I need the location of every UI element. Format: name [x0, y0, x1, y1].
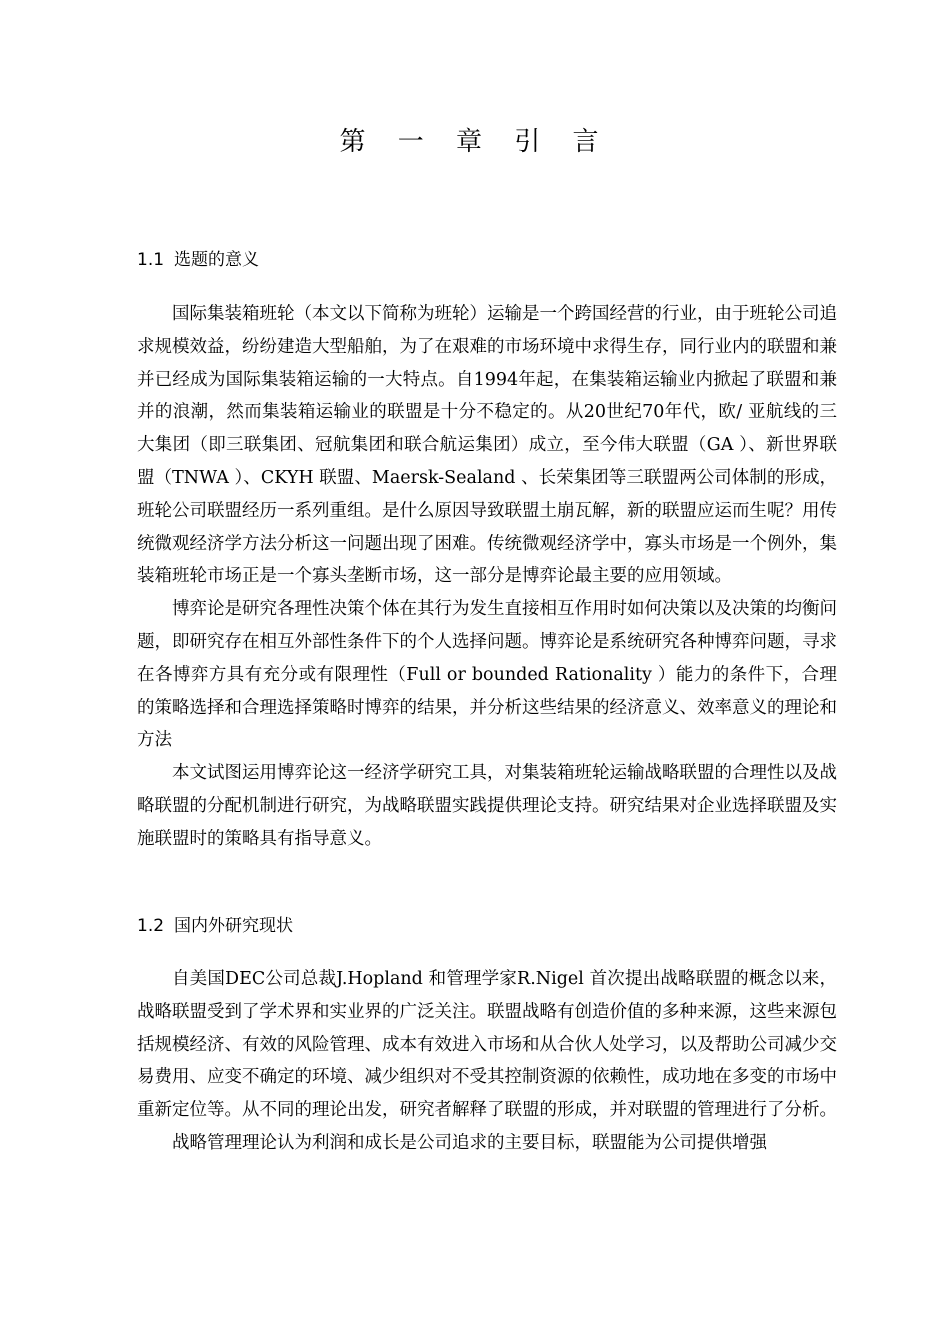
paragraph: 自美国DEC公司总裁J.Hopland 和管理学家R.Nigel 首次提出战略联盟的概念以来，战略联盟受到了学术界和实业界的广泛关注。联盟战略有创造价值的多种来源，这些来源包括规模经济、有效的风险管理、成本有效进入市场和从合伙人处学习，以及帮助公司减少交易费用、应变不确定的环境、减少组织对不受其控制资源的依赖性，成功地在多变的市场中重新定位等。从不同的理论出发，研究者解释了联盟的形成，并对联盟的管理进行了分析。 [137, 969, 837, 1121]
paragraph: 战略管理理论认为利润和成长是公司追求的主要目标，联盟能为公司提供增强 [172, 1132, 767, 1153]
chapter-title: 第 一 章 引 言 [339, 127, 611, 157]
paragraph: 国际集装箱班轮（本文以下简称为班轮）运输是一个跨国经营的行业，由于班轮公司追求规模效益，纷纷建造大型船舶，为了在艰难的市场环境中求得生存，同行业内的联盟和兼并已经成为国际集装箱运输的一大特点。自1994年起，在集装箱运输业内掀起了联盟和兼并的浪潮，然而集装箱运输业的联盟是十分不稳定的。从20世纪70年代，欧/ 亚航线的三大集团（即三联集团、冠航集团和联合航运集团）成立，至今伟大联盟（GA ）、新世界联盟（TNWA ）、CKYH 联盟、Maersk-Sealand 、长荣集团等三联盟两公司体制的形成，班轮公司联盟经历一系列重组。是什么原因导致联盟土崩瓦解，新的联盟应运而生呢？用传统微观经济学方法分析这一问题出现了困难。传统微观经济学中，寡头市场是一个例外，集装箱班轮市场正是一个寡头垄断市场，这一部分是博弈论最主要的应用领域。 [137, 304, 837, 587]
paragraph: 本文试图运用博弈论这一经济学研究工具，对集装箱班轮运输战略联盟的合理性以及战略联盟的分配机制进行研究，为战略联盟实践提供理论支持。研究结果对企业选择联盟及实施联盟时的策略具有指导意义。 [137, 763, 837, 849]
paragraph: 博弈论是研究各理性决策个体在其行为发生直接相互作用时如何决策以及决策的均衡问题，即研究存在相互外部性条件下的个人选择问题。博弈论是系统研究各种博弈问题，寻求在各博弈方具有充分或有限理性（Full or bounded Rationality ）能力的条件下，合理的策略选择和合理选择策略时博弈的结果，并分析这些结果的经济意义、效率意义的理论和方法 [137, 599, 837, 751]
section-title: 选题的意义 [174, 250, 260, 270]
section-heading-1-1 [137, 248, 259, 272]
section-number: 1.1 [137, 250, 165, 270]
section-heading-1-2 [137, 914, 293, 938]
section-1-2-body [137, 963, 837, 1160]
section-1-1-body [137, 298, 837, 856]
section-number: 1.2 [137, 916, 165, 936]
section-title: 国内外研究现状 [174, 916, 294, 936]
